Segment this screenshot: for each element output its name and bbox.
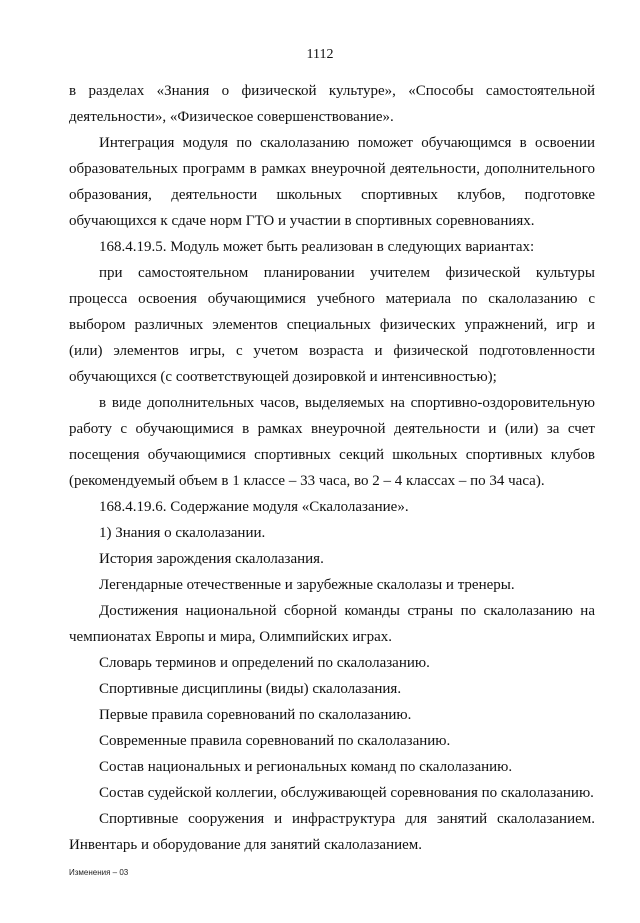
paragraph-knowledge-heading: 1) Знания о скалолазании. bbox=[99, 525, 266, 541]
paragraph-integration: Интеграция модуля по скалолазанию поможет обучающимся в освоении образовательных программ в рамках внеурочной деятельности, дополнительного образования, деятельности школьных спортивных клубов, подготовке обучающихся к сдаче норм ГТО и участии в спортивных соревнованиях. bbox=[69, 135, 595, 229]
paragraph-section-168-4-19-6: 168.4.19.6. Содержание модуля «Скалолазание». bbox=[99, 499, 409, 515]
paragraph-glossary: Словарь терминов и определений по скалолазанию. bbox=[99, 655, 430, 671]
paragraph-section-168-4-19-5: 168.4.19.5. Модуль может быть реализован в следующих вариантах: bbox=[99, 239, 535, 255]
footer-revision-note: Изменения – 03 bbox=[69, 868, 129, 877]
paragraph-modern-rules: Современные правила соревнований по скалолазанию. bbox=[99, 733, 451, 749]
page-number: 1112 bbox=[306, 47, 334, 62]
paragraph-legendary-climbers: Легендарные отечественные и зарубежные скалолазы и тренеры. bbox=[99, 577, 515, 593]
paragraph-variant-extra-hours: в виде дополнительных часов, выделяемых на спортивно-оздоровительную работу с обучающимися в рамках внеурочной деятельности и (или) за счет посещения обучающимися спортивных секций школьных спортивных клубов (рекомендуемый объем в 1 классе – 33 часа, во 2 – 4 классах – по 34 часа). bbox=[69, 395, 595, 489]
paragraph-facilities: Спортивные сооружения и инфраструктура для занятий скалолазанием. Инвентарь и оборудование для занятий скалолазанием. bbox=[69, 811, 595, 853]
document-body bbox=[69, 78, 595, 858]
paragraph-sections-continuation: в разделах «Знания о физической культуре», «Способы самостоятельной деятельности», «Физическое совершенствование». bbox=[69, 83, 595, 125]
paragraph-history: История зарождения скалолазания. bbox=[99, 551, 324, 567]
paragraph-disciplines: Спортивные дисциплины (виды) скалолазания. bbox=[99, 681, 402, 697]
paragraph-teams: Состав национальных и региональных команд по скалолазанию. bbox=[99, 759, 513, 775]
paragraph-first-rules: Первые правила соревнований по скалолазанию. bbox=[99, 707, 412, 723]
paragraph-judges: Состав судейской коллегии, обслуживающей соревнования по скалолазанию. bbox=[99, 785, 594, 801]
paragraph-achievements: Достижения национальной сборной команды страны по скалолазанию на чемпионатах Европы и мира, Олимпийских играх. bbox=[69, 603, 595, 645]
paragraph-variant-self-planning: при самостоятельном планировании учителем физической культуры процесса освоения обучающимися учебного материала по скалолазанию с выбором различных элементов специальных физических упражнений, игр и (или) элементов игры, с учетом возраста и физической подготовленности обучающихся (с соответствующей дозировкой и интенсивностью); bbox=[69, 265, 595, 385]
